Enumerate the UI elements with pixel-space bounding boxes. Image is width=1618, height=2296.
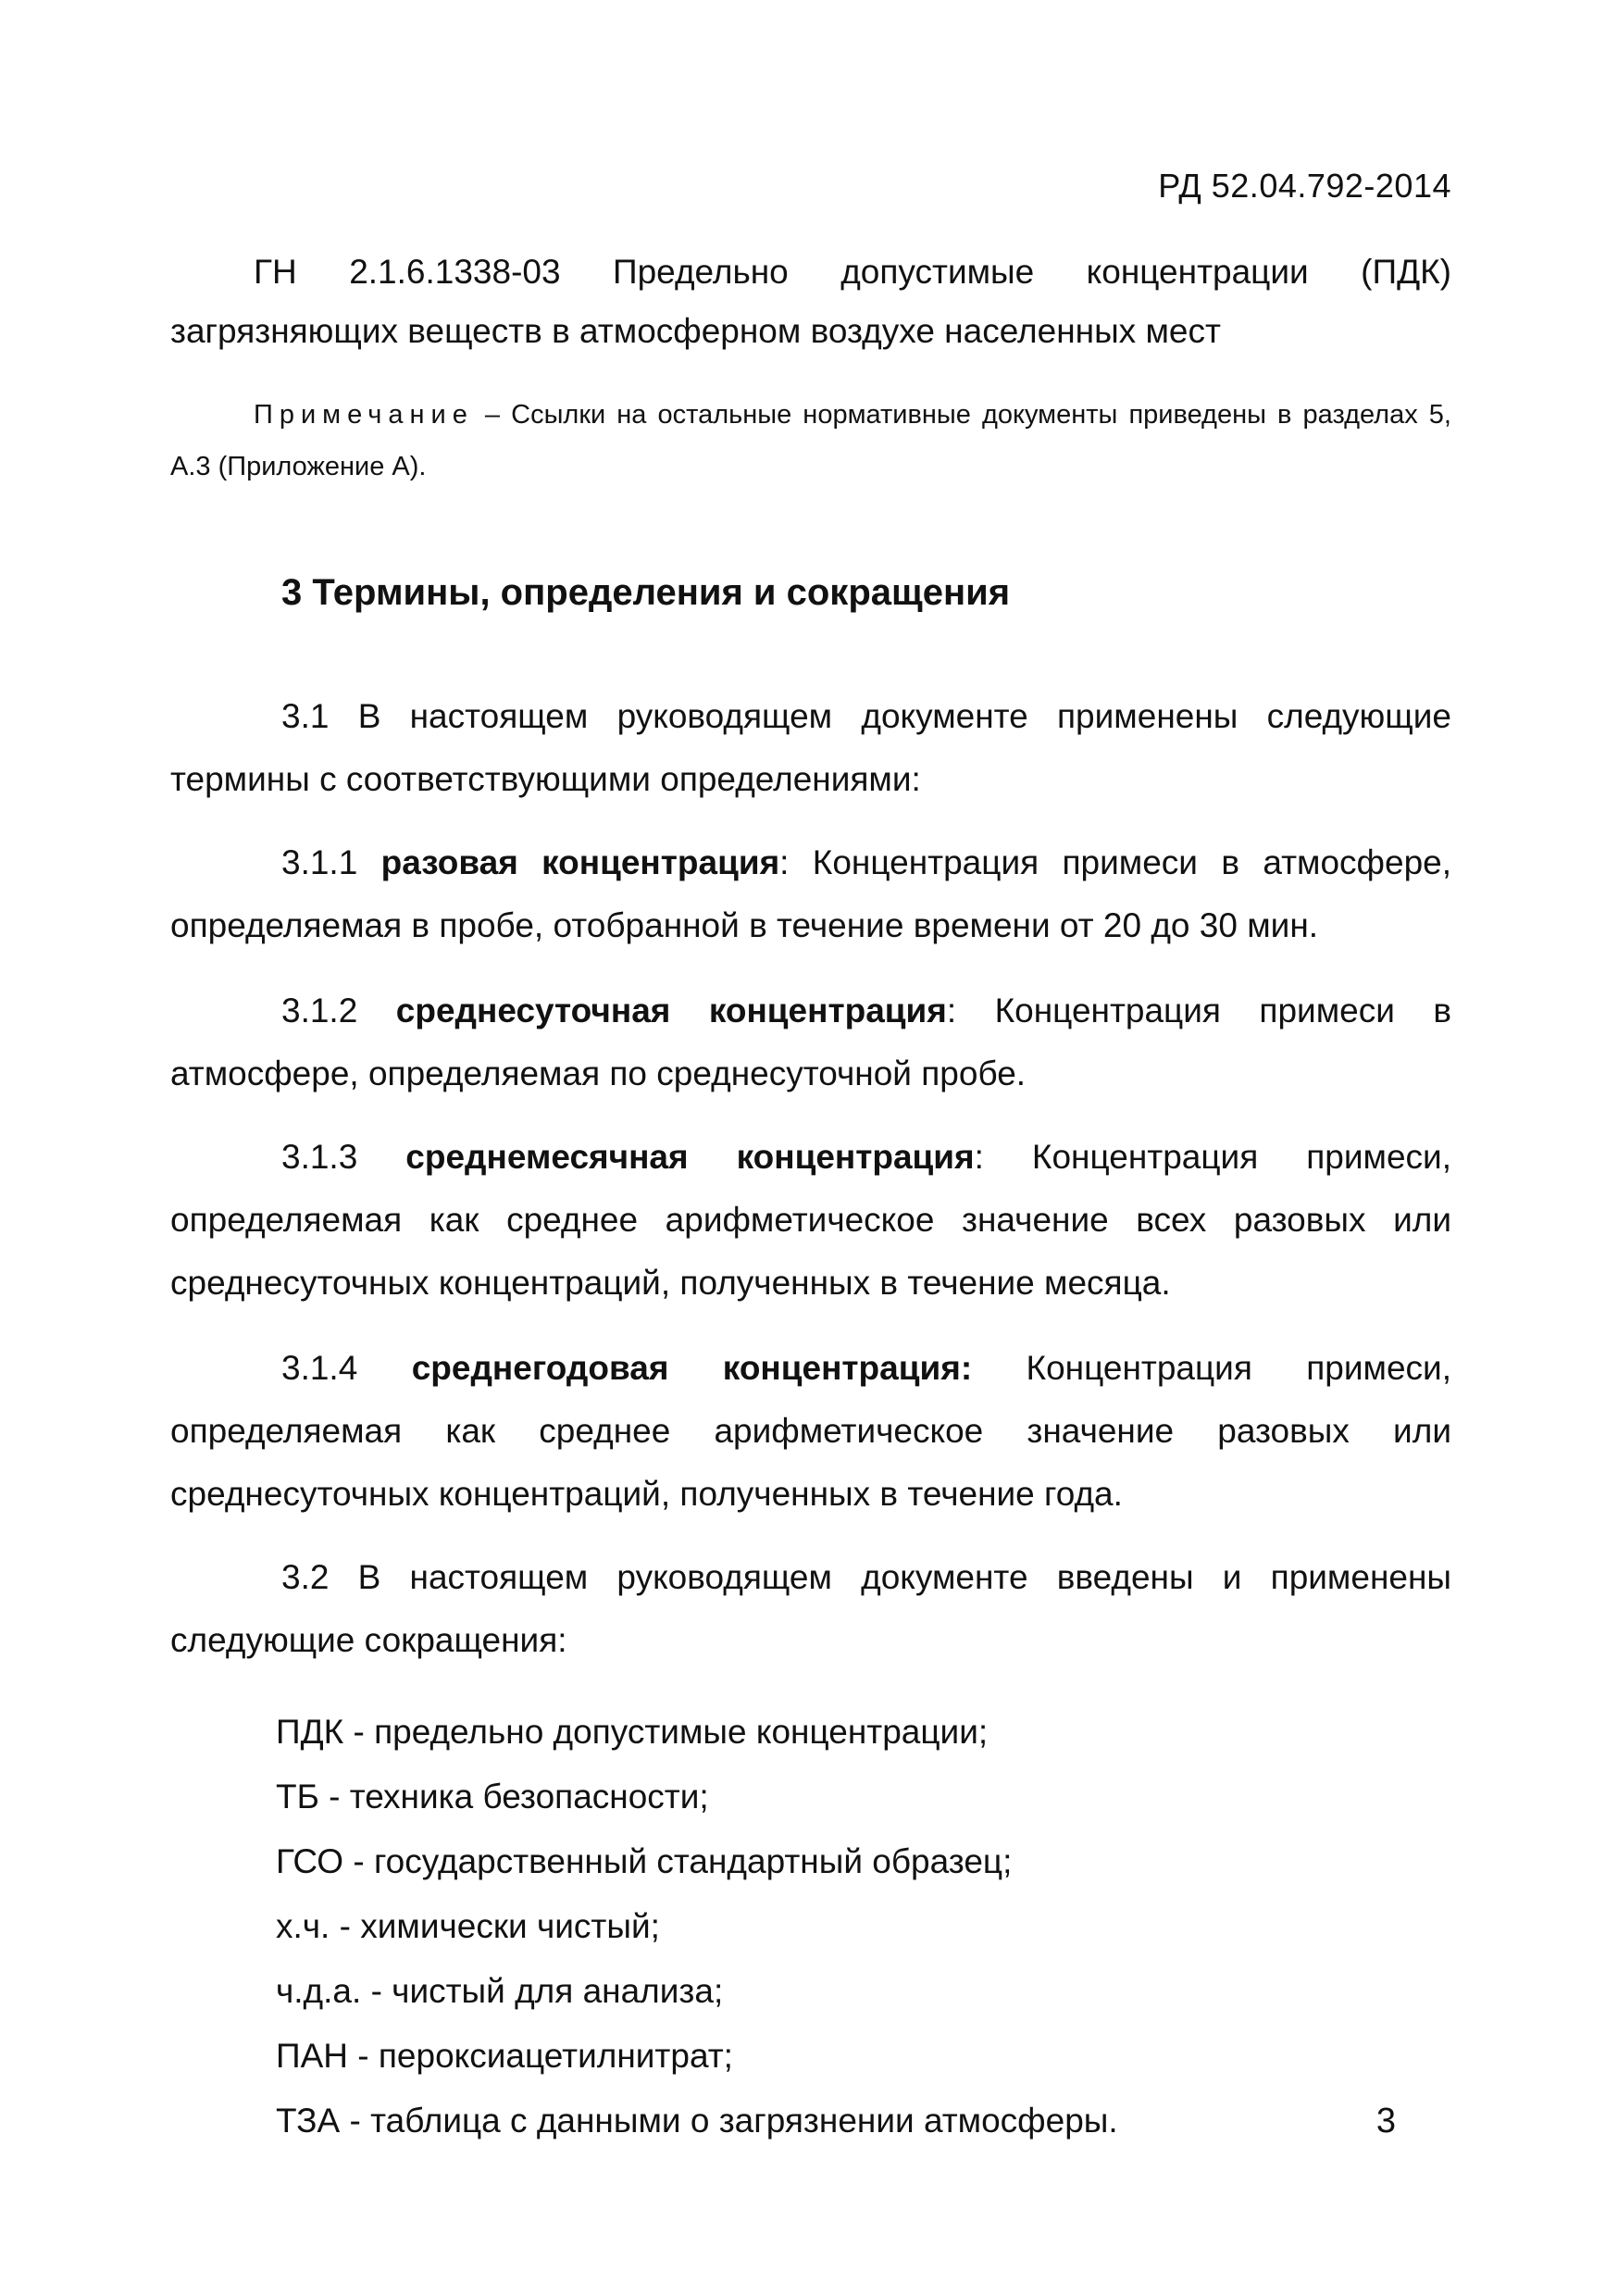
abbreviation-item: х.ч. - химически чистый; bbox=[276, 1907, 660, 1945]
abbreviation-item: ТЗА - таблица с данными о загрязнении атмосферы. bbox=[276, 2102, 1118, 2140]
term-name: среднесуточная концентрация bbox=[395, 992, 947, 1029]
abbreviation-item: ПДК - предельно допустимые концентрации; bbox=[276, 1713, 989, 1751]
term-name: среднегодовая концентрация: bbox=[411, 1349, 973, 1387]
abbreviation-item: ГСО - государственный стандартный образец; bbox=[276, 1842, 1013, 1880]
clause-3-2: 3.2 В настоящем руководящем документе введены и применены следующие сокращения: bbox=[170, 1558, 1451, 1659]
normative-reference: ГН 2.1.6.1338-03 Предельно допустимые концентрации (ПДК) загрязняющих веществ в атмосферном воздухе населенных мест bbox=[170, 253, 1451, 350]
term-definition: : Концентрация примеси в атмосфере, определяемая по среднесуточной пробе. bbox=[170, 992, 1451, 1092]
document-code: РД 52.04.792-2014 bbox=[1158, 167, 1451, 205]
note-paragraph bbox=[170, 389, 1451, 493]
clause-3-1-2 bbox=[170, 980, 1451, 1105]
term-definition: : Концентрация примеси, определяемая как среднее арифметическое значение всех разовых или среднесуточных концентраций, полученных в течение месяца. bbox=[170, 1138, 1452, 1302]
clause-3-1-1 bbox=[170, 831, 1451, 957]
clause-number: 3.1.3 bbox=[281, 1138, 406, 1176]
abbreviations-list bbox=[170, 1700, 1451, 2153]
term-name: разовая концентрация bbox=[380, 843, 780, 881]
clause-3-1: 3.1 В настоящем руководящем документе применены следующие термины с соответствующими определениями: bbox=[170, 697, 1451, 798]
clause-number: 3.1.2 bbox=[281, 992, 396, 1029]
page-content bbox=[170, 243, 1451, 2153]
abbreviation-item: ПАН - пероксиацетилнитрат; bbox=[276, 2037, 733, 2075]
note-dash: – bbox=[473, 400, 512, 430]
term-definition: Концентрация примеси, определяемая как среднее арифметическое значение разовых или среднесуточных концентраций, полученных в течение года. bbox=[170, 1349, 1451, 1513]
note-text: Ссылки на остальные нормативные документы приведены в разделах 5, А.3 (Приложение А). bbox=[170, 400, 1451, 481]
term-name: среднемесячная концентрация bbox=[405, 1138, 975, 1176]
term-definition: : Концентрация примеси в атмосфере, определяемая в пробе, отобранной в течение времени от 20 до 30 мин. bbox=[170, 843, 1452, 944]
clause-3-1-4 bbox=[170, 1337, 1451, 1526]
note-label: Примечание bbox=[254, 400, 474, 430]
abbreviation-item: ч.д.а. - чистый для анализа; bbox=[276, 1972, 724, 2010]
clause-3-1-3 bbox=[170, 1126, 1451, 1315]
clause-number: 3.1.4 bbox=[281, 1349, 412, 1387]
abbreviation-item: ТБ - техника безопасности; bbox=[276, 1778, 709, 1816]
page-number: 3 bbox=[1375, 2102, 1396, 2140]
section-title: 3 Термины, определения и сокращения bbox=[281, 572, 1011, 613]
clause-number: 3.1.1 bbox=[281, 843, 381, 881]
